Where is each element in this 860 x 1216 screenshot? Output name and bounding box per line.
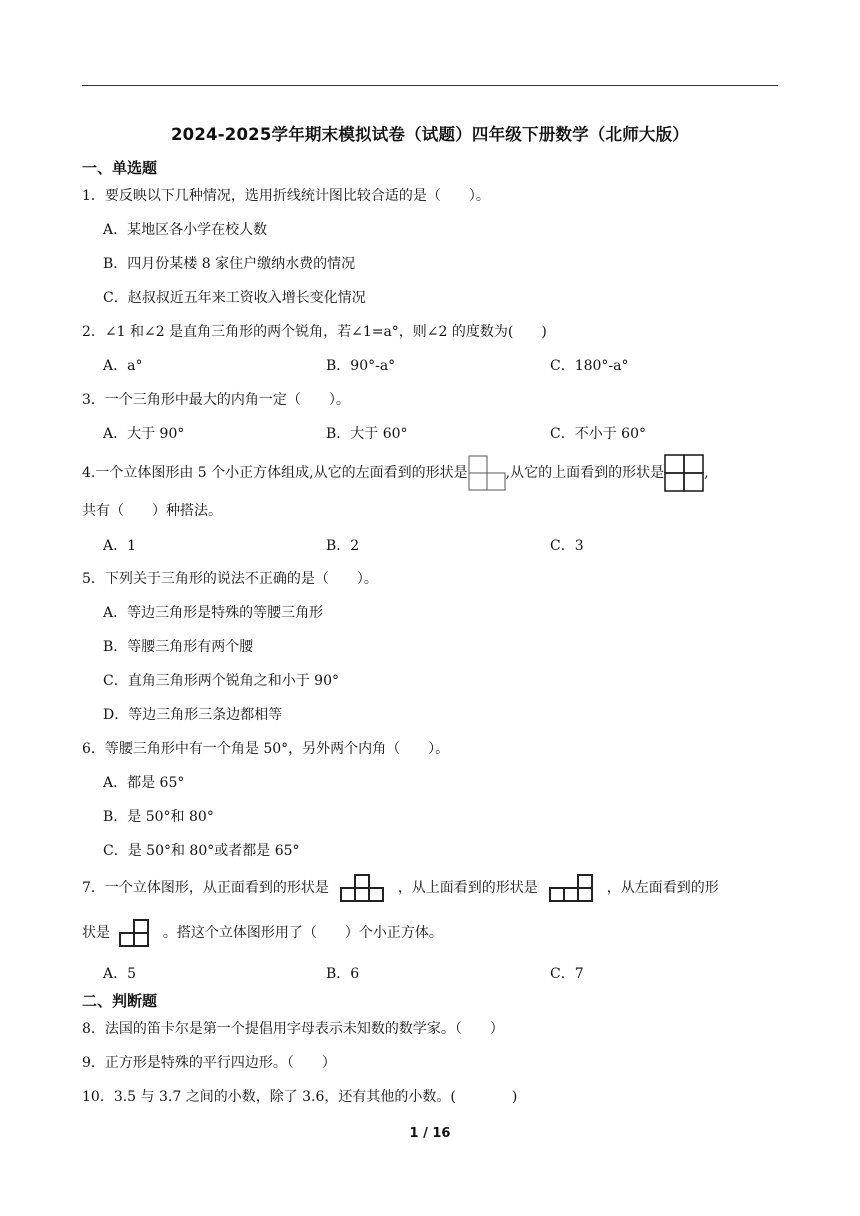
q7-text-part5: 。搭这个立体图形用了（ ）个小正方体。	[162, 925, 443, 941]
q3-option-c: C．不小于 60°	[550, 426, 646, 442]
question-7	[82, 873, 719, 903]
question-10: 10．3.5 与 3.7 之间的小数，除了 3.6，还有其他的小数。( )	[82, 1089, 518, 1105]
q7-text-part3: ，从左面看到的形	[606, 880, 719, 896]
question-8: 8．法国的笛卡尔是第一个提倡用字母表示未知数的数学家。（ ）	[82, 1021, 504, 1037]
q7-text-part1: 7．一个立体图形，从正面看到的形状是	[82, 880, 329, 896]
question-4-continued: 共有（ ）种搭法。	[82, 503, 222, 519]
q7-option-c: C．7	[550, 966, 584, 982]
q4-option-c: C．3	[550, 538, 584, 554]
top-view-figure	[664, 454, 704, 492]
q2-option-a: A．a°	[103, 358, 143, 374]
q5-option-b: B．等腰三角形有两个腰	[103, 639, 254, 655]
q2-option-b: B．90°-a°	[326, 358, 396, 374]
question-3: 3．一个三角形中最大的内角一定（ ）。	[82, 392, 350, 408]
q4-text-part1: 4.一个立体图形由 5 个小正方体组成,从它的左面看到的形状是	[82, 465, 468, 481]
front-view-figure	[339, 873, 387, 903]
q2-option-c: C．180°-a°	[550, 358, 629, 374]
q4-option-b: B．2	[326, 538, 360, 554]
q4-option-a: A．1	[103, 538, 137, 554]
q5-option-a: A．等边三角形是特殊的等腰三角形	[103, 605, 324, 621]
question-2: 2．∠1 和∠2 是直角三角形的两个锐角，若∠1=a°，则∠2 的度数为( )	[82, 324, 547, 340]
header-rule	[82, 85, 778, 86]
q6-option-a: A．都是 65°	[103, 775, 185, 791]
q5-option-d: D．等边三角形三条边都相等	[103, 707, 283, 723]
q5-option-c: C．直角三角形两个锐角之和小于 90°	[103, 673, 339, 689]
q3-option-b: B．大于 60°	[326, 426, 408, 442]
left-view-figure-q7	[118, 918, 154, 948]
q4-text-part3: ,	[704, 465, 709, 481]
question-9: 9．正方形是特殊的平行四边形。（ ）	[82, 1055, 336, 1071]
question-7-continued	[82, 918, 443, 948]
q6-option-b: B．是 50°和 80°	[103, 809, 214, 825]
q7-option-a: A．5	[103, 966, 137, 982]
question-4	[82, 454, 709, 492]
q3-option-a: A．大于 90°	[103, 426, 185, 442]
question-5: 5．下列关于三角形的说法不正确的是（ ）。	[82, 571, 378, 587]
q7-text-part4: 状是	[82, 925, 110, 941]
q1-option-b: B．四月份某楼 8 家住户缴纳水费的情况	[103, 256, 356, 272]
q1-option-c: C．赵叔叔近五年来工资收入增长变化情况	[103, 290, 366, 306]
q7-text-part2: ，从上面看到的形状是	[397, 880, 538, 896]
section-heading-true-false: 二、判断题	[82, 992, 158, 1010]
left-view-figure	[468, 455, 506, 491]
q7-option-b: B．6	[326, 966, 360, 982]
question-1: 1．要反映以下几种情况，选用折线统计图比较合适的是（ ）。	[82, 188, 490, 204]
section-heading-single-choice: 一、单选题	[82, 159, 158, 177]
q4-text-part2: ,从它的上面看到的形状是	[505, 465, 665, 481]
top-view-figure-q7	[548, 873, 596, 903]
q6-option-c: C．是 50°和 80°或者都是 65°	[103, 843, 300, 859]
page-title: 2024-2025学年期末模拟试卷（试题）四年级下册数学（北师大版）	[171, 125, 689, 144]
question-6: 6．等腰三角形中有一个角是 50°，另外两个内角（ ）。	[82, 741, 450, 757]
page-number: 1 / 16	[409, 1126, 451, 1141]
q1-option-a: A．某地区各小学在校人数	[103, 222, 268, 238]
